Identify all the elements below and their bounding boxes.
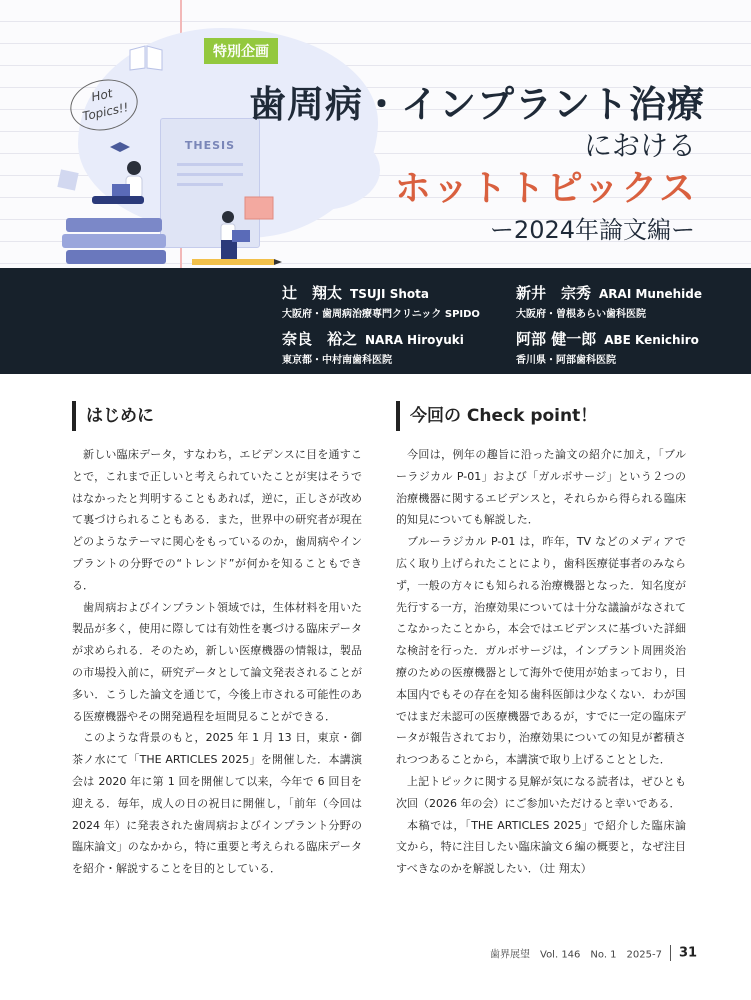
thesis-label: THESIS	[184, 139, 236, 152]
body-paragraph: 今回は，例年の趣旨に沿った論文の紹介に加え，「ブルーラジカル P-01」および「ガルボサージ」という２つの治療機器に関するエビデンスと，それらから得られる臨床的知見についても解説した．	[396, 448, 686, 527]
book-stack-item	[66, 250, 166, 264]
body-paragraph: 歯周病およびインプラント領域では，生体材料を用いた製品が多く，使用に際しては有効性を裏づける臨床データが求められる．そのため，新しい医療機器の情報は，製品の市場投入前に，研究データとして論文発表されることが多い．こうした論文を通じて，今後上市される可能性のある医療機器やその開発過程を垣間見ることができる．	[72, 600, 362, 723]
title-line-2: における	[583, 129, 696, 162]
person-laptop-icon	[84, 160, 164, 220]
author-romaji: ARAI Munehide	[599, 287, 703, 301]
body-paragraph: ブルーラジカル P-01 は，昨年，TV などのメディアで広く取り上げられたことにより，歯科医療従事者のみならず，一般の方々にも知られる治療機器となった．知名度が先行する一方，治療効果については十分な議論がなされてこなかったことから，本会ではエビデンスに基づいた詳細な検討を行った．ガルボサージは，インプラント周囲炎治療のための医療機器として海外で使用が始まっており，日本国内でもその存在を知る歯科医師は少なくない．わが国ではまだ未認可の医療機器であるが，すでに一定の臨床データが報告されており，治療効果についての知見が蓄積されつつあることから，本講演で取り上げることとした．	[396, 535, 686, 767]
title-line-4: ー2024年論文編ー	[489, 216, 695, 244]
pencil-icon	[192, 258, 282, 266]
body-paragraph: 上記トピックに関する見解が気になる読者は，ぜひとも次回（2026 年の会）にご参加いただけると幸いである．	[396, 774, 686, 810]
author-affiliation: 香川県・阿部歯科医院	[516, 355, 616, 366]
author-romaji: NARA Hiroyuki	[365, 333, 464, 347]
journal-info: 歯界展望 Vol. 146 No. 1 2025-7	[490, 949, 662, 961]
author-affiliation: 東京都・中村南歯科医院	[282, 355, 392, 366]
author-name: 辻 翔太	[282, 284, 343, 302]
cube-icon	[56, 168, 80, 192]
author-romaji: ABE Kenichiro	[604, 333, 699, 347]
header-illustration	[0, 0, 751, 268]
author-affiliation: 大阪府・曽根あらい歯科医院	[516, 309, 646, 320]
author-romaji: TSUJI Shota	[350, 287, 429, 301]
book-line	[177, 173, 243, 176]
graduation-cap-icon	[110, 142, 130, 156]
section-heading-checkpoint: 今回の Check point！	[396, 401, 597, 431]
footer-divider	[670, 945, 671, 961]
column-checkpoint	[396, 444, 686, 880]
book-flying-icon	[128, 42, 164, 72]
section-heading-intro: はじめに	[72, 401, 154, 431]
author-card	[282, 282, 480, 320]
author-name: 奈良 裕之	[282, 330, 358, 348]
author-name: 阿部 健一郎	[516, 330, 597, 348]
book-stack-item	[62, 234, 166, 248]
author-band	[0, 268, 751, 374]
page-footer	[490, 945, 697, 961]
hot-topics-word: Hot	[90, 86, 114, 105]
column-intro	[72, 444, 362, 880]
background-blob-small	[260, 130, 380, 210]
book-line	[177, 183, 223, 186]
author-card	[516, 328, 699, 366]
body-paragraph: このような背景のもと，2025 年 1 月 13 日，東京・御茶ノ水にて「THE ARTICLES 2025」を開催した．本講演会は 2020 年に第 1 回を開催して以来，今年で 6 回目を迎える．毎年，成人の日の祝日に開催し，「前年（今回は 2024 年）に発表された歯周病およびインプラント分野の臨床論文」のなかから，特に重要と考えられる臨床データを紹介・解説することを目的としている．	[72, 731, 362, 876]
author-card	[516, 282, 702, 320]
author-card	[282, 328, 464, 366]
hot-topics-word: Topics!!	[81, 100, 130, 124]
title-line-3: ホットトピックス	[394, 168, 697, 209]
document-card-icon	[244, 196, 274, 220]
title-line-1: 歯周病・インプラント治療	[249, 83, 705, 126]
author-name: 新井 宗秀	[516, 284, 592, 302]
book-stack-item	[66, 218, 162, 232]
author-affiliation: 大阪府・歯周病治療専門クリニック SPIDO	[282, 309, 480, 320]
body-paragraph: 本稿では，「THE ARTICLES 2025」で紹介した臨床論文から，特に注目したい臨床論文６編の概要と，なぜ注目すべきなのかを解説したい．（辻 翔太）	[396, 818, 686, 876]
page-number: 31	[678, 945, 698, 961]
special-feature-badge: 特別企画	[204, 38, 278, 64]
body-paragraph: 新しい臨床データ，すなわち，エビデンスに目を通すことで，これまで正しいと考えられていたことが実はそうではなかったと判明することもあれば，逆に，正しさが改めて裏づけられることもある．また，世界中の研究者が現在どのようなテーマに関心をもっているのか，歯周病やインプラントの分野での“トレンド”が何かを知ることもできる．	[72, 448, 362, 592]
book-line	[177, 163, 243, 166]
